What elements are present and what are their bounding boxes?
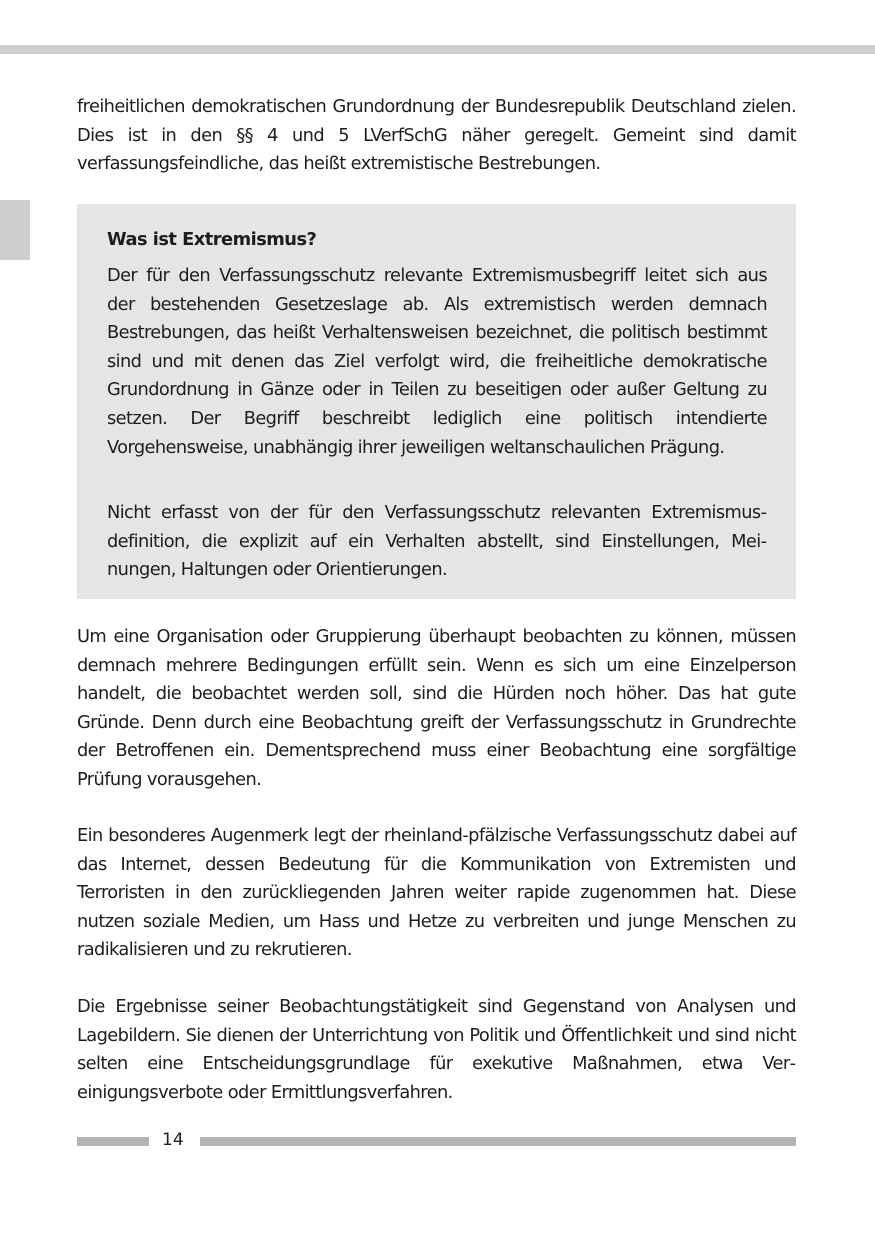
header-rule <box>0 45 875 54</box>
footer-rule-left <box>77 1137 149 1146</box>
info-box-title: Was ist Extremismus? <box>107 229 317 250</box>
info-box-paragraph-2: Nicht erfasst von der für den Verfassungsschutz relevanten Extremismusdefinition, die explizit auf ein Verhalten abstellt, sind Einstellungen, Meinungen, Haltungen oder Orientierungen. <box>107 502 767 581</box>
footer-rule-right <box>200 1137 796 1146</box>
info-box-paragraph-1: Der für den Verfassungsschutz relevante Extremismusbegriff leitet sich aus der bestehenden Gesetzeslage ab. Als extremistisch werden demnach Bestrebungen, das heißt Verhaltensweisen bezeichnet, die politisch bestimmt sind und mit denen das Ziel verfolgt wird, die freiheitliche demokratische Grundordnung in Gänze oder in Teilen zu beseitigen oder außer Geltung zu setzen. Der Begriff beschreibt lediglich eine politisch intendierte Vorgehensweise, unabhängig ihrer jeweiligen weltanschaulichen Prägung. <box>107 265 767 458</box>
info-box <box>77 204 796 599</box>
body-paragraph-3: Ein besonderes Augenmerk legt der rheinland-pfälzische Verfassungsschutz dabei auf das Internet, dessen Bedeutung für die Kommunikation von Extremisten und Terroristen in den zurückliegenden Jahren weiter rapide zugenommen hat. Diese nutzen soziale Medien, um Hass und Hetze zu verbreiten und junge Menschen zu radikalisieren und zu rekrutieren. <box>77 825 796 961</box>
body-paragraph-4: Die Ergebnisse seiner Beobachtungstätigkeit sind Gegenstand von Analysen und Lagebildern. Sie dienen der Unterrichtung von Politik und Öffentlichkeit und sind nicht selten eine Entscheidungsgrundlage für exekutive Maßnahmen, etwa Vereinigungsverbote oder Ermittlungsverfahren. <box>77 996 796 1103</box>
chapter-tab-marker <box>0 200 30 260</box>
body-paragraph-1: freiheitlichen demokratischen Grundordnung der Bundesrepublik Deutschland zielen. Dies ist in den §§ 4 und 5 LVerfSchG näher geregelt. Gemeint sind damit verfassungsfeindliche, das heißt extremistische Bestrebungen. <box>77 96 796 175</box>
body-paragraph-2: Um eine Organisation oder Gruppierung überhaupt beobachten zu können, müssen demnach mehrere Bedingungen erfüllt sein. Wenn es sich um eine Einzelperson handelt, die beobachtet werden soll, sind die Hürden noch höher. Das hat gute Gründe. Denn durch eine Beobachtung greift der Verfassungsschutz in Grundrechte der Betroffenen ein. Dementsprechend muss einer Beobachtung eine sorgfältige Prüfung vorausgehen. <box>77 626 796 790</box>
page-number: 14 <box>162 1130 184 1150</box>
